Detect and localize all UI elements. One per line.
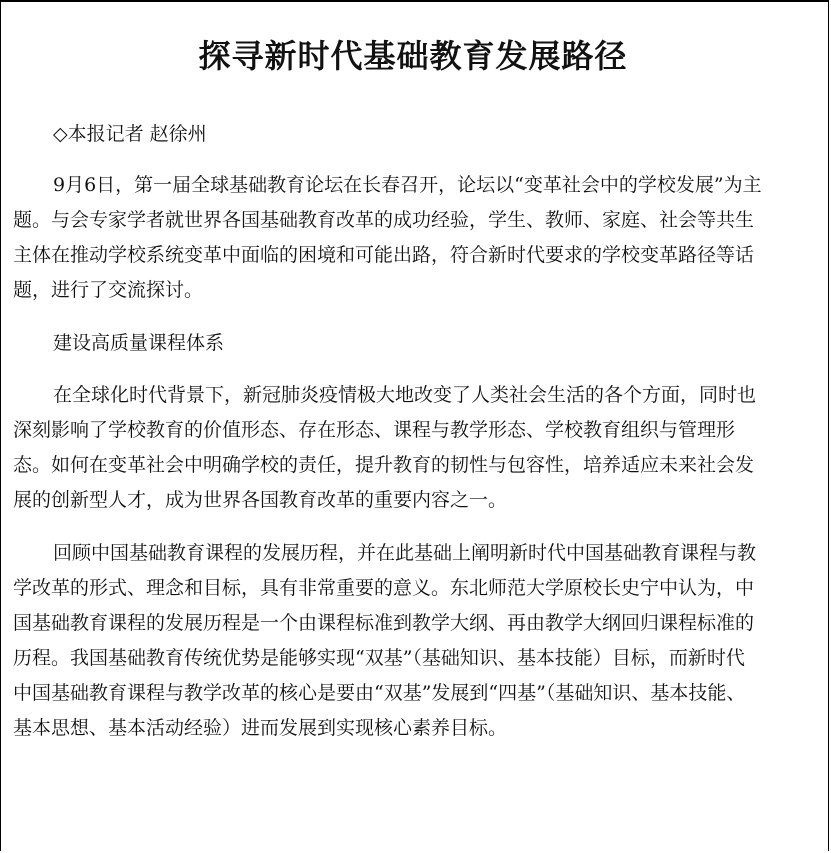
paragraph-line: 展的创新型人才，成为世界各国教育改革的重要内容之一。: [13, 489, 508, 511]
paragraph-line: 中国基础教育课程与教学改革的核心是要由“双基”发展到“四基”（基础知识、基本技能、: [13, 682, 746, 704]
paragraph-line: 回顾中国基础教育课程的发展历程，并在此基础上阐明新时代中国基础教育课程与教: [53, 542, 757, 564]
paragraph-line: 题。与会专家学者就世界各国基础教育改革的成功经验，学生、教师、家庭、社会等共生: [13, 209, 755, 231]
paragraph-line: 题，进行了交流探讨。: [13, 279, 204, 301]
paragraph-line: 9月6日，第一届全球基础教育论坛在长春召开，论坛以“变革社会中的学校发展”为主: [53, 174, 762, 196]
paragraph-line: 主体在推动学校系统变革中面临的困境和可能出路，符合新时代要求的学校变革路径等话: [13, 244, 755, 266]
paragraph-intro: [13, 168, 813, 308]
paragraph-line: 历程。我国基础教育传统优势是能够实现“双基”（基础知识、基本技能）目标，而新时代: [13, 647, 745, 669]
paragraph-line: 国基础教育课程的发展历程是一个由课程标准到教学大纲、再由教学大纲回归课程标准的: [13, 612, 755, 634]
paragraph-line: 态。如何在变革社会中明确学校的责任，提升教育的韧性与包容性，培养适应未来社会发: [13, 454, 755, 476]
paragraph-line: 在全球化时代背景下，新冠肺炎疫情极大地改变了人类社会生活的各个方面，同时也: [53, 384, 757, 406]
section-subheading: 建设高质量课程体系: [53, 332, 225, 354]
byline: ◇本报记者 赵徐州: [53, 123, 207, 145]
paragraph-globalization: [13, 378, 813, 518]
paragraph-line: 深刻影响了学校教育的价值形态、存在形态、课程与教学形态、学校教育组织与管理形: [13, 419, 736, 441]
paragraph-curriculum-history: [13, 536, 813, 746]
article-title: 探寻新时代基础教育发展路径: [198, 37, 628, 75]
paragraph-line: 学改革的形式、理念和目标，具有非常重要的意义。东北师范大学原校长史宁中认为，中: [13, 577, 755, 599]
paragraph-line: 基本思想、基本活动经验）进而发展到实现核心素养目标。: [13, 717, 508, 739]
article: [13, 0, 813, 746]
